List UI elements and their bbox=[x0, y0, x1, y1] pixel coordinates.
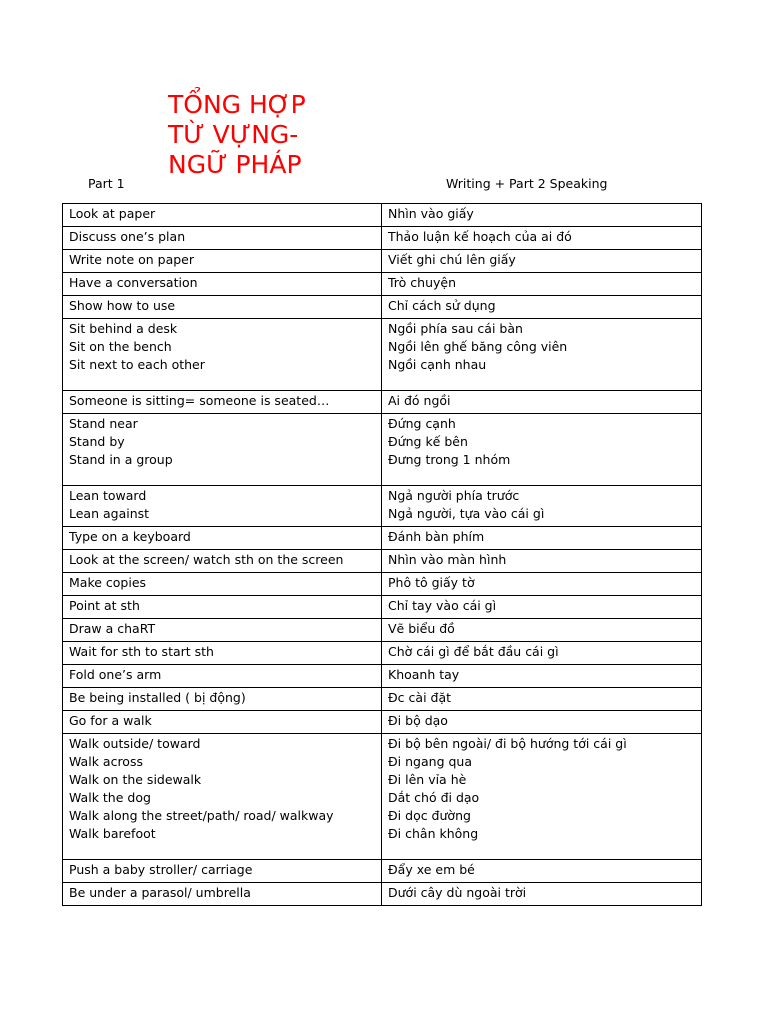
english-phrase: Fold one’s arm bbox=[69, 667, 162, 682]
vietnamese-meaning: Vẽ biểu đồ bbox=[388, 621, 455, 636]
vietnamese-meaning: Khoanh tay bbox=[388, 667, 460, 682]
vietnamese-meaning: Ngả người phía trước bbox=[388, 488, 520, 503]
english-phrase-cell bbox=[63, 250, 382, 273]
vietnamese-meaning-cell bbox=[382, 391, 702, 414]
vietnamese-meaning-cell bbox=[382, 860, 702, 883]
vietnamese-meaning-cell bbox=[382, 734, 702, 860]
english-phrase: Push a baby stroller/ carriage bbox=[69, 862, 253, 877]
english-phrase-cell bbox=[63, 711, 382, 734]
vietnamese-meaning: Chỉ cách sử dụng bbox=[388, 298, 496, 313]
vietnamese-meaning: Nhìn vào màn hình bbox=[388, 552, 507, 567]
vietnamese-meaning: Đẩy xe em bé bbox=[388, 862, 475, 877]
vietnamese-meaning-cell bbox=[382, 414, 702, 486]
vietnamese-meaning: Đi lên vỉa hè bbox=[388, 772, 467, 787]
vietnamese-meaning: Nhìn vào giấy bbox=[388, 206, 474, 221]
table-row bbox=[63, 596, 702, 619]
english-phrase-cell bbox=[63, 619, 382, 642]
vietnamese-meaning: Đi dọc đường bbox=[388, 808, 471, 823]
english-phrase: Show how to use bbox=[69, 298, 176, 313]
table-row bbox=[63, 642, 702, 665]
english-phrase: Be under a parasol/ umbrella bbox=[69, 885, 251, 900]
english-phrase-cell bbox=[63, 688, 382, 711]
english-phrase-cell bbox=[63, 665, 382, 688]
vietnamese-meaning: Đc cài đặt bbox=[388, 690, 452, 705]
table-row bbox=[63, 227, 702, 250]
english-phrase: Point at sth bbox=[69, 598, 140, 613]
english-phrase: Walk on the sidewalk bbox=[69, 772, 202, 787]
english-phrase-cell bbox=[63, 414, 382, 486]
vietnamese-meaning: Đứng cạnh bbox=[388, 416, 456, 431]
english-phrase-cell bbox=[63, 204, 382, 227]
vietnamese-meaning-cell bbox=[382, 527, 702, 550]
subtitle-writing-speaking: Writing + Part 2 Speaking bbox=[446, 176, 608, 191]
vietnamese-meaning: Đi bộ bên ngoài/ đi bộ hướng tới cái gì bbox=[388, 736, 627, 751]
vietnamese-meaning-cell bbox=[382, 619, 702, 642]
vietnamese-meaning-cell bbox=[382, 596, 702, 619]
vietnamese-meaning: Phô tô giấy tờ bbox=[388, 575, 475, 590]
vietnamese-meaning: Ngả người, tựa vào cái gì bbox=[388, 506, 545, 521]
table-row bbox=[63, 296, 702, 319]
english-phrase: Have a conversation bbox=[69, 275, 198, 290]
english-phrase: Lean against bbox=[69, 506, 150, 521]
vietnamese-meaning-cell bbox=[382, 486, 702, 527]
english-phrase-cell bbox=[63, 527, 382, 550]
vietnamese-meaning: Ngồi lên ghế băng công viên bbox=[388, 339, 568, 354]
vietnamese-meaning-cell bbox=[382, 883, 702, 906]
vietnamese-meaning-cell bbox=[382, 688, 702, 711]
table-row bbox=[63, 573, 702, 596]
table-row bbox=[63, 734, 702, 860]
english-phrase: Sit next to each other bbox=[69, 357, 205, 372]
english-phrase: Wait for sth to start sth bbox=[69, 644, 214, 659]
english-phrase-cell bbox=[63, 860, 382, 883]
vocabulary-table-body bbox=[63, 204, 702, 906]
vietnamese-meaning: Đứng kế bên bbox=[388, 434, 468, 449]
vietnamese-meaning-cell bbox=[382, 665, 702, 688]
english-phrase-cell bbox=[63, 391, 382, 414]
english-phrase: Lean toward bbox=[69, 488, 147, 503]
english-phrase: Stand by bbox=[69, 434, 125, 449]
vietnamese-meaning: Ngồi phía sau cái bàn bbox=[388, 321, 523, 336]
english-phrase-cell bbox=[63, 273, 382, 296]
title-line-1: TỔNG HỢP bbox=[168, 90, 306, 119]
vocabulary-table bbox=[62, 203, 702, 906]
table-row bbox=[63, 273, 702, 296]
english-phrase-cell bbox=[63, 734, 382, 860]
table-row bbox=[63, 527, 702, 550]
table-row bbox=[63, 665, 702, 688]
english-phrase: Look at paper bbox=[69, 206, 156, 221]
english-phrase-cell bbox=[63, 573, 382, 596]
english-phrase: Draw a chaRT bbox=[69, 621, 156, 636]
english-phrase-cell bbox=[63, 642, 382, 665]
table-row bbox=[63, 486, 702, 527]
english-phrase: Go for a walk bbox=[69, 713, 152, 728]
vietnamese-meaning: Đưng trong 1 nhóm bbox=[388, 452, 511, 467]
title-line-3: NGỮ PHÁP bbox=[168, 150, 302, 179]
english-phrase: Be being installed ( bị động) bbox=[69, 690, 246, 705]
vietnamese-meaning-cell bbox=[382, 250, 702, 273]
vietnamese-meaning: Chỉ tay vào cái gì bbox=[388, 598, 497, 613]
english-phrase: Make copies bbox=[69, 575, 147, 590]
english-phrase-cell bbox=[63, 550, 382, 573]
vietnamese-meaning-cell bbox=[382, 319, 702, 391]
english-phrase: Walk along the street/path/ road/ walkway bbox=[69, 808, 334, 823]
vietnamese-meaning: Đi bộ dạo bbox=[388, 713, 448, 728]
vietnamese-meaning: Đi ngang qua bbox=[388, 754, 472, 769]
vietnamese-meaning: Ai đó ngồi bbox=[388, 393, 451, 408]
table-row bbox=[63, 319, 702, 391]
english-phrase: Walk across bbox=[69, 754, 143, 769]
english-phrase: Sit behind a desk bbox=[69, 321, 178, 336]
vietnamese-meaning-cell bbox=[382, 273, 702, 296]
vietnamese-meaning: Viết ghi chú lên giấy bbox=[388, 252, 516, 267]
table-row bbox=[63, 250, 702, 273]
english-phrase: Stand near bbox=[69, 416, 138, 431]
english-phrase-cell bbox=[63, 227, 382, 250]
vietnamese-meaning: Ngồi cạnh nhau bbox=[388, 357, 487, 372]
english-phrase-cell bbox=[63, 596, 382, 619]
subtitle-part-1: Part 1 bbox=[88, 176, 125, 191]
english-phrase-cell bbox=[63, 486, 382, 527]
table-row bbox=[63, 414, 702, 486]
english-phrase: Someone is sitting= someone is seated… bbox=[69, 393, 330, 408]
english-phrase: Sit on the bench bbox=[69, 339, 172, 354]
english-phrase: Type on a keyboard bbox=[69, 529, 191, 544]
english-phrase: Discuss one’s plan bbox=[69, 229, 186, 244]
table-row bbox=[63, 204, 702, 227]
table-row bbox=[63, 619, 702, 642]
vietnamese-meaning: Trò chuyện bbox=[388, 275, 457, 290]
table-row bbox=[63, 883, 702, 906]
table-row bbox=[63, 391, 702, 414]
english-phrase: Walk the dog bbox=[69, 790, 151, 805]
table-row bbox=[63, 688, 702, 711]
vietnamese-meaning: Chờ cái gì để bắt đầu cái gì bbox=[388, 644, 559, 659]
page-title bbox=[168, 90, 368, 180]
table-row bbox=[63, 860, 702, 883]
title-line-2: TỪ VỰNG- bbox=[168, 120, 299, 149]
english-phrase: Walk outside/ toward bbox=[69, 736, 201, 751]
english-phrase: Look at the screen/ watch sth on the screen bbox=[69, 552, 344, 567]
english-phrase-cell bbox=[63, 883, 382, 906]
vietnamese-meaning: Dắt chó đi dạo bbox=[388, 790, 480, 805]
vietnamese-meaning-cell bbox=[382, 711, 702, 734]
english-phrase: Write note on paper bbox=[69, 252, 195, 267]
vietnamese-meaning-cell bbox=[382, 550, 702, 573]
table-row bbox=[63, 550, 702, 573]
table-row bbox=[63, 711, 702, 734]
english-phrase-cell bbox=[63, 296, 382, 319]
vietnamese-meaning-cell bbox=[382, 204, 702, 227]
vietnamese-meaning: Dưới cây dù ngoài trời bbox=[388, 885, 527, 900]
vietnamese-meaning: Đánh bàn phím bbox=[388, 529, 485, 544]
english-phrase: Walk barefoot bbox=[69, 826, 156, 841]
vietnamese-meaning-cell bbox=[382, 573, 702, 596]
vietnamese-meaning-cell bbox=[382, 296, 702, 319]
english-phrase-cell bbox=[63, 319, 382, 391]
vietnamese-meaning-cell bbox=[382, 227, 702, 250]
vietnamese-meaning: Đi chân không bbox=[388, 826, 479, 841]
vietnamese-meaning-cell bbox=[382, 642, 702, 665]
english-phrase: Stand in a group bbox=[69, 452, 173, 467]
vietnamese-meaning: Thảo luận kế hoạch của ai đó bbox=[388, 229, 572, 244]
